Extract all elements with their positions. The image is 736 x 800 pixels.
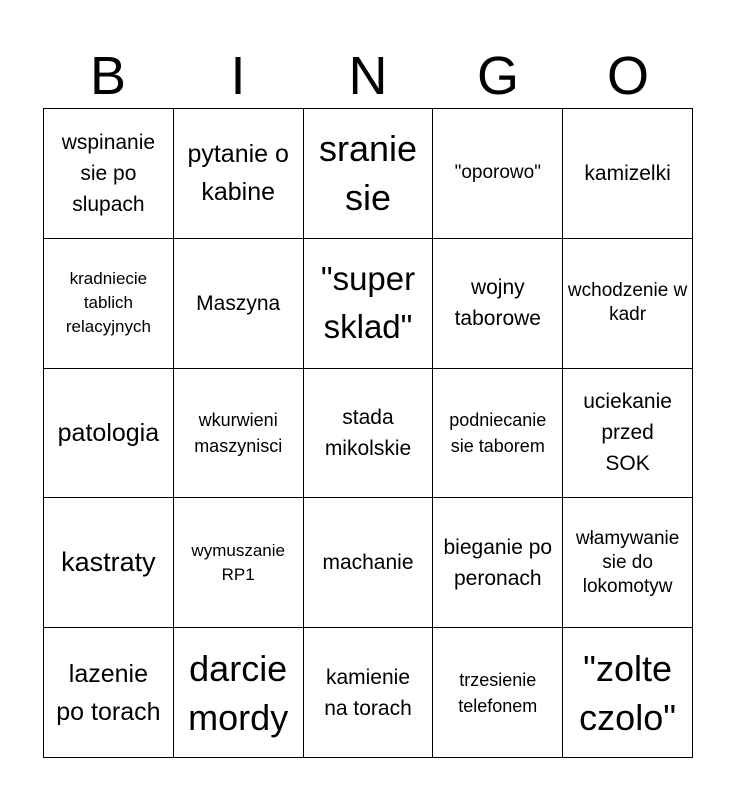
bingo-cell-r5-c1[interactable] [44, 628, 174, 758]
cell-text: pytanie o kabine [187, 140, 289, 207]
cell-text: trzesienie telefonem [458, 669, 538, 716]
cell-text: "oporowo" [454, 162, 541, 184]
cell-text: sranie sie [318, 128, 418, 219]
cell-text: "zolte czolo" [579, 647, 676, 738]
cell-text: kamizelki [584, 161, 671, 185]
bingo-cell-r2-c2[interactable] [174, 239, 304, 369]
cell-text: wchodzenie w kadr [567, 280, 688, 326]
cell-text: uciekanie przed SOK [583, 390, 672, 476]
header-letter-i: I [230, 46, 246, 106]
bingo-cell-r4-c4[interactable] [433, 498, 563, 628]
bingo-cell-r1-c2[interactable] [174, 109, 304, 239]
bingo-cell-r4-c5[interactable] [563, 498, 693, 628]
cell-text: wkurwieni maszynisci [194, 409, 283, 456]
bingo-cell-r1-c1[interactable] [44, 109, 174, 239]
cell-text: wymuszanie RP1 [191, 540, 285, 584]
bingo-header [43, 44, 693, 108]
bingo-cell-r2-c3[interactable] [304, 239, 434, 369]
cell-text: machanie [322, 551, 414, 575]
cell-text: wojny taborowe [454, 276, 541, 331]
bingo-cell-r4-c3[interactable] [304, 498, 434, 628]
cell-text: kamienie na torach [324, 665, 412, 720]
cell-text: stada mikolskie [324, 405, 412, 460]
cell-text: patologia [57, 418, 160, 447]
cell-text: włamywanie sie do lokomotyw [575, 527, 680, 597]
bingo-cell-r1-c5[interactable] [563, 109, 693, 239]
bingo-cell-r2-c5[interactable] [563, 239, 693, 369]
bingo-cell-r3-c5[interactable] [563, 369, 693, 499]
cell-text: wspinanie sie po slupach [61, 130, 156, 216]
bingo-cell-r2-c1[interactable] [44, 239, 174, 369]
bingo-cell-r4-c1[interactable] [44, 498, 174, 628]
bingo-cell-r2-c4[interactable] [433, 239, 563, 369]
header-letter-o: O [606, 46, 649, 106]
header-letter-n: N [348, 46, 388, 106]
bingo-cell-r3-c4[interactable] [433, 369, 563, 499]
cell-text: bieganie po peronach [443, 535, 553, 590]
bingo-cell-r3-c2[interactable] [174, 369, 304, 499]
bingo-cell-r3-c3[interactable] [304, 369, 434, 499]
cell-text: kastraty [61, 547, 156, 578]
bingo-cell-r1-c3[interactable] [304, 109, 434, 239]
cell-text: lazenie po torach [56, 659, 161, 726]
cell-text: podniecanie sie taborem [449, 409, 547, 456]
cell-text: kradniecie tablich relacyjnych [65, 269, 151, 337]
bingo-cell-r5-c2[interactable] [174, 628, 304, 758]
cell-text: Maszyna [196, 291, 281, 315]
bingo-board [43, 108, 693, 758]
bingo-cell-r5-c3[interactable] [304, 628, 434, 758]
bingo-cell-r5-c4[interactable] [433, 628, 563, 758]
header-letter-b: B [89, 46, 127, 106]
header-letter-g: G [476, 46, 519, 106]
bingo-cell-r3-c1[interactable] [44, 369, 174, 499]
bingo-cell-r4-c2[interactable] [174, 498, 304, 628]
bingo-cell-r5-c5[interactable] [563, 628, 693, 758]
cell-text: "super sklad" [320, 260, 416, 346]
cell-text: darcie mordy [188, 647, 289, 738]
bingo-cell-r1-c4[interactable] [433, 109, 563, 239]
